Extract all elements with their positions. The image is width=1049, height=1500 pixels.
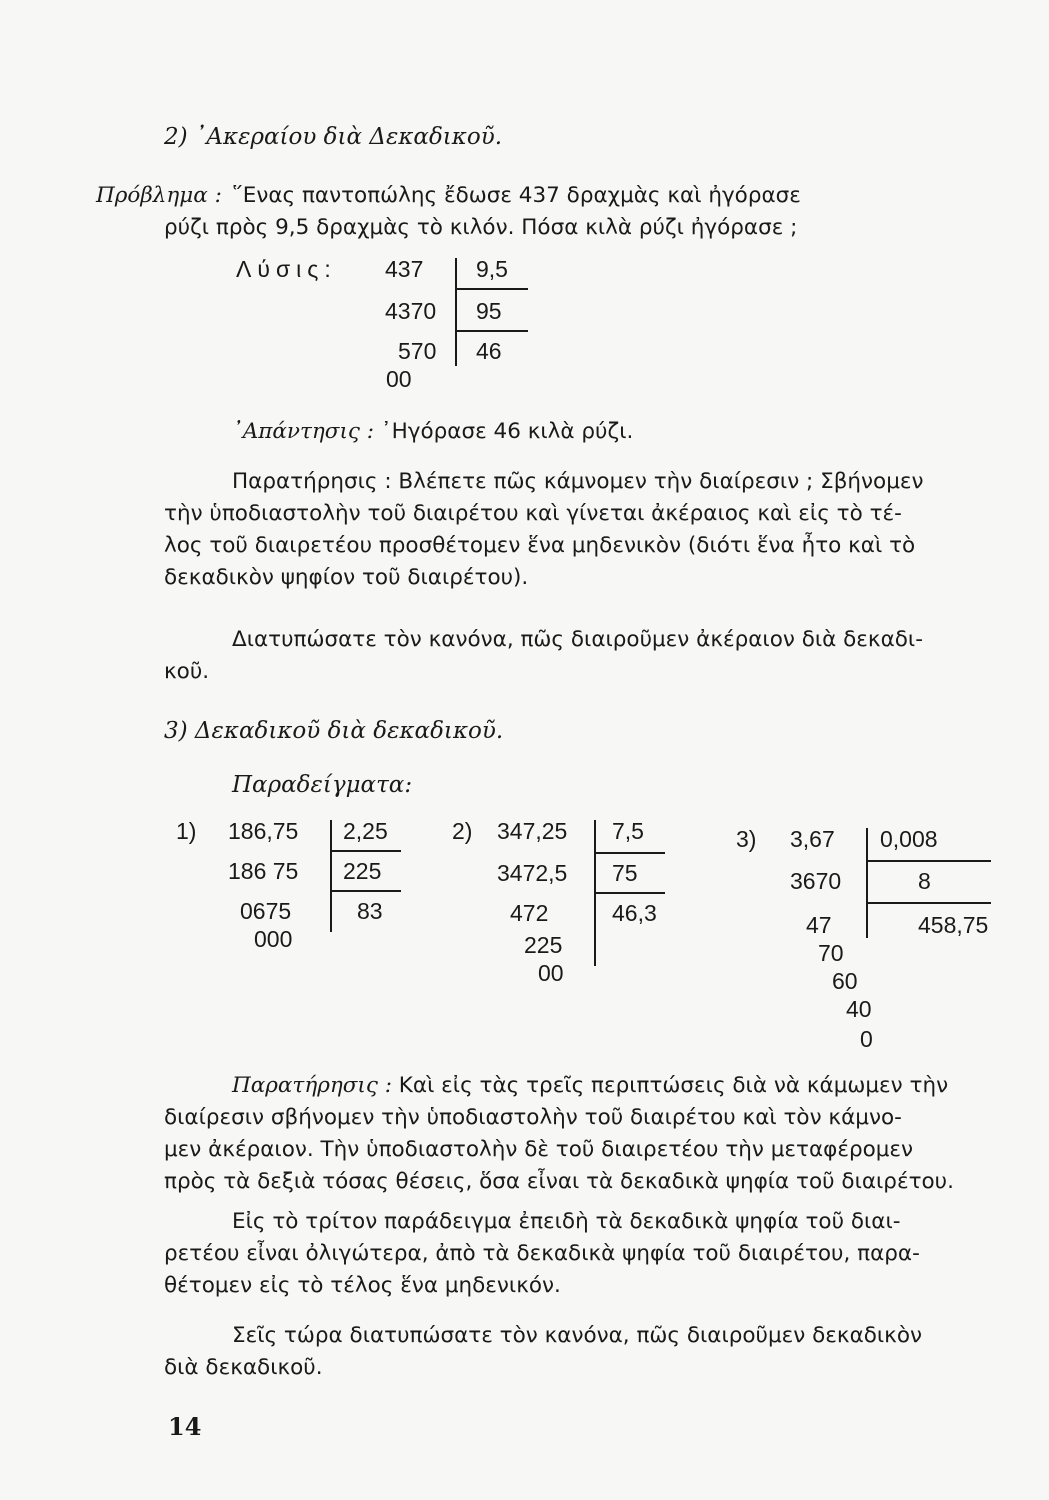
page-number: 14 <box>168 1412 202 1441</box>
divisor-rule <box>867 902 991 904</box>
third-example-paragraph <box>164 1206 920 1302</box>
divisor-line: 75 <box>612 860 638 886</box>
dividend-line: 00 <box>538 960 564 986</box>
solution-label: Λύσις: <box>236 256 337 282</box>
dividend-line: 70 <box>818 940 844 966</box>
remark-3-paragraph <box>164 1070 954 1198</box>
dividend-line: 40 <box>846 996 872 1022</box>
dividend-line: 47 <box>806 912 832 938</box>
final-line: διὰ δεκαδικοῦ. <box>164 1355 323 1380</box>
dividend-line: 472 <box>510 900 549 926</box>
answer-text: ᾿Ηγόρασε 46 κιλὰ ρύζι. <box>380 419 634 444</box>
section-3-heading: 3) Δεκαδικοῦ διὰ δεκαδικοῦ. <box>164 718 504 744</box>
third-line: Εἰς τὸ τρίτον παράδειγμα ἐπειδὴ τὰ δεκαδικὰ ψηφία τοῦ διαι- <box>232 1209 901 1234</box>
example-label: 1) <box>176 818 197 844</box>
remark-3-label: Παρατήρησις : <box>232 1073 392 1098</box>
dividend-line: 3670 <box>790 868 842 894</box>
remark-3-line: Καὶ εἰς τὰς τρεῖς περιπτώσεις διὰ νὰ κάμωμεν τὴν <box>398 1073 949 1098</box>
dividend-line: 3472,5 <box>497 860 568 886</box>
dividend-line: 0 <box>860 1026 873 1052</box>
remark-paragraph <box>164 466 924 594</box>
remark-3-line: διαίρεσιν σβήνομεν τὴν ὑποδιαστολὴν τοῦ διαιρέτου καὶ τὸν κάμνο- <box>164 1105 902 1130</box>
example-label: 3) <box>736 826 757 852</box>
division-bar <box>866 828 868 938</box>
dividend-line: 186,75 <box>228 818 299 844</box>
divisor-line: 7,5 <box>612 818 644 844</box>
divisor-line: 225 <box>343 858 382 884</box>
divisor-rule <box>331 890 401 892</box>
divisor-rule <box>331 850 401 852</box>
example-label: 2) <box>452 818 473 844</box>
divisor-line: 0,008 <box>880 826 938 852</box>
problem-label: Πρόβλημα : <box>96 183 222 208</box>
divisor-rule <box>456 288 528 290</box>
quotient-line: 46,3 <box>612 900 657 926</box>
dividend-line: 3,67 <box>790 826 835 852</box>
examples-label: Παραδείγματα: <box>232 772 413 798</box>
third-line: θέτομεν εἰς τὸ τέλος ἕνα μηδενικόν. <box>164 1273 561 1298</box>
remark-line: λος τοῦ διαιρετέου προσθέτομεν ἕνα μηδενικὸν (διότι ἕνα ἦτο καὶ τὸ <box>164 533 916 558</box>
quotient-line: 46 <box>476 338 502 364</box>
dividend-line: 4370 <box>385 298 437 324</box>
divisor-line: 9,5 <box>476 256 508 282</box>
divisor-rule <box>867 860 991 862</box>
answer-line <box>232 416 633 448</box>
divisor-rule <box>456 330 528 332</box>
remark-line: τὴν ὑποδιαστολὴν τοῦ διαιρέτου καὶ γίνεται ἀκέραιος καὶ εἰς τὸ τέ- <box>164 501 902 526</box>
dividend-line: 00 <box>386 366 412 392</box>
final-line: Σεῖς τώρα διατυπώσατε τὸν κανόνα, πῶς διαιροῦμεν δεκαδικὸν <box>232 1323 923 1348</box>
remark-3-line: πρὸς τὰ δεξιὰ τόσας θέσεις, ὅσα εἶναι τὰ δεκαδικὰ ψηφία τοῦ διαιρέτου. <box>164 1169 954 1194</box>
dividend-line: 000 <box>254 926 293 952</box>
division-bar <box>455 258 457 366</box>
problem-line-1: ῞Ενας παντοπώλης ἔδωσε 437 δραχμὰς καὶ ἠγόρασε <box>232 183 801 208</box>
quotient-line: 83 <box>357 898 383 924</box>
dividend-line: 0675 <box>240 898 292 924</box>
section-2-heading: 2) ᾿Ακεραίου διὰ Δεκαδικοῦ. <box>164 124 503 150</box>
remark-line: Παρατήρησις : Βλέπετε πῶς κάμνομεν τὴν διαίρεσιν ; Σβήνομεν <box>232 469 924 494</box>
quotient-line: 458,75 <box>918 912 989 938</box>
dividend-line: 347,25 <box>497 818 568 844</box>
remark-line: δεκαδικὸν ψηφίον τοῦ διαιρέτου). <box>164 565 529 590</box>
dividend-line: 60 <box>832 968 858 994</box>
remark-3-line: μεν ἀκέραιον. Τὴν ὑποδιαστολὴν δὲ τοῦ διαιρετέου τὴν μεταφέρομεν <box>164 1137 914 1162</box>
third-line: ρετέου εἶναι ὀλιγώτερα, ἀπὸ τὰ δεκαδικὰ ψηφία τοῦ διαιρέτου, παρα- <box>164 1241 920 1266</box>
divisor-rule <box>595 892 665 894</box>
rule-line: Διατυπώσατε τὸν κανόνα, πῶς διαιροῦμεν ἀκέραιον διὰ δεκαδι- <box>232 627 923 652</box>
dividend-line: 570 <box>398 338 437 364</box>
divisor-line: 8 <box>918 868 931 894</box>
dividend-line: 225 <box>524 932 563 958</box>
dividend-line: 186 75 <box>228 858 299 884</box>
rule-paragraph <box>164 624 923 688</box>
divisor-line: 95 <box>476 298 502 324</box>
divisor-rule <box>595 852 665 854</box>
rule-line: κοῦ. <box>164 659 210 684</box>
problem-line-2: ρύζι πρὸς 9,5 δραχμὰς τὸ κιλόν. Πόσα κιλὰ ρύζι ἠγόρασε ; <box>164 215 798 240</box>
problem-paragraph <box>96 180 801 244</box>
divisor-line: 2,25 <box>343 818 388 844</box>
answer-label: ᾿Απάντησις : <box>232 419 374 444</box>
dividend-line: 437 <box>385 256 424 282</box>
final-paragraph <box>164 1320 922 1384</box>
division-bar <box>330 820 332 932</box>
